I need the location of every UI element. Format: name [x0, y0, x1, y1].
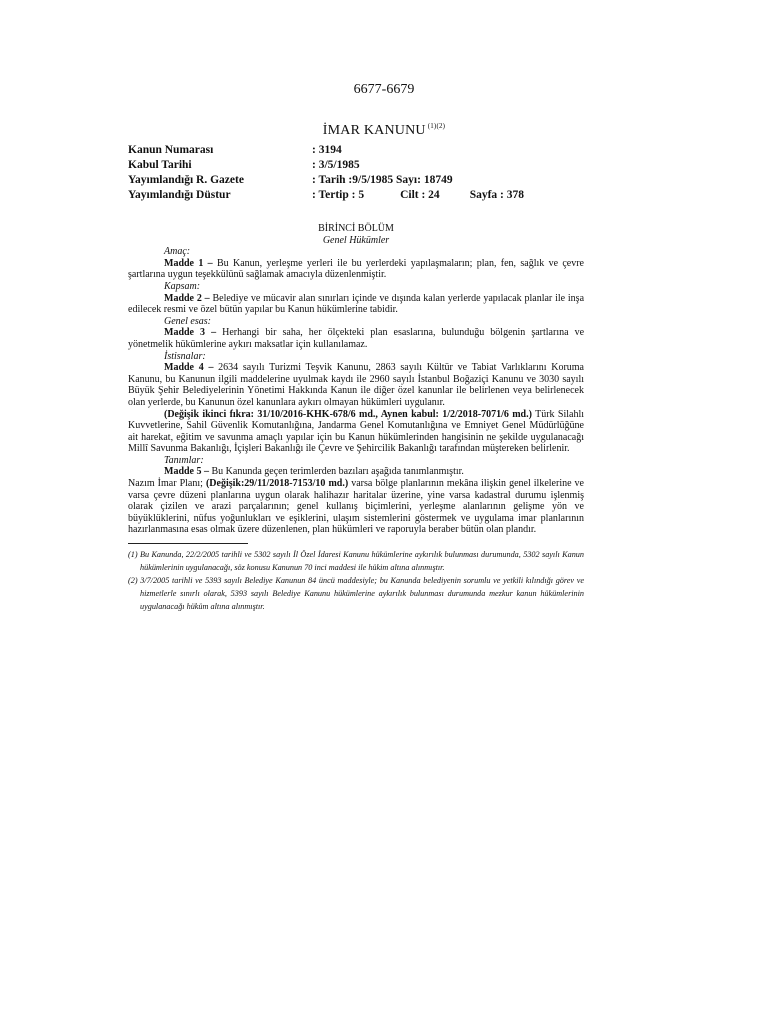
article-heading: İstisnalar: — [164, 350, 206, 362]
law-body — [128, 223, 584, 613]
section-title: BİRİNCİ BÖLÜM — [318, 223, 394, 234]
article-1 — [128, 258, 584, 281]
article-2 — [128, 293, 584, 316]
footnote-1: (1) Bu Kanunda, 22/2/2005 tarihli ve 5302 sayılı İl Özel İdaresi Kanunu hükümlerine aykırılık bulunması durumunda, 5302 sayılı Kanun hükümlerinin uygulanacağı, söz konusu Kanunun 70 inci maddesi ile hükim altına alınmıştır. — [128, 550, 584, 573]
definition-term: Nazım İmar Planı; — [128, 478, 206, 490]
article-text: 2634 sayılı Turizmi Teşvik Kanunu, 2863 sayılı Kültür ve Tabiat Varlıklarını Koruma Kanunu, bu Kanunun ilgili maddelerine uyulmak kaydı ile 2960 sayılı İstanbul Boğaziçi Kanunu ve 3030 sayılı Büyük Şehir Belediyelerinin Yönetimi Hakkında Kanun ile diğer özel kanunlar ile belirlenen veya belirlenecek olan yerlerde, bu Kanunun özel kanunlara aykırı olmayan hükümleri uygulanır. — [128, 362, 584, 408]
amendment-text: Türk Silahlı Kuvvetlerine, Sahil Güvenlik Komutanlığına, Jandarma Genel Komutanlığına ve Emniyet Genel Müdürlüğüne ait harekat, eğitim ve savunma amaçlı yapılar için bu Kanun hükümlerinden hangisinin ne şekilde uygulanacağı Millî Savunma Bakanlığı, İçişleri Bakanlığı ile Çevre ve Şehircilik Bakanlığı tarafından müştereken belirlenir. — [128, 408, 585, 455]
article-heading: Genel esas: — [164, 315, 211, 327]
footnote-divider — [128, 543, 248, 544]
amendment-label: (Değişik ikinci fıkra: 31/10/2016-KHK-678/6 md., Aynen kabul: 1/2/2018-7071/6 md.) — [164, 408, 532, 420]
article-label: Madde 4 – — [164, 362, 214, 374]
meta-row-duster — [128, 188, 588, 203]
article-text: Bu Kanun, yerleşme yerleri ile bu yerlerdeki yapılaşmaların; plan, fen, sağlık ve çevre şartlarına uygun teşekkülünü sağlamak amacıyla düzenlenmiştir. — [128, 257, 585, 281]
article-5 — [128, 466, 584, 478]
article-4-amendment — [128, 409, 584, 455]
duster-tertip: : Tertip : 5 — [312, 189, 365, 201]
definition-amendment: (Değişik:29/11/2018-7153/10 md.) — [205, 478, 349, 490]
meta-key: Yayımlandığı R. Gazete — [128, 174, 244, 186]
meta-key: Yayımlandığı Düstur — [128, 189, 231, 201]
article-label: Madde 1 – — [164, 257, 213, 269]
meta-row-gazette — [128, 173, 588, 188]
article-3 — [128, 327, 584, 350]
article-label: Madde 5 – — [164, 466, 209, 478]
article-heading: Kapsam: — [164, 280, 201, 292]
meta-key: Kabul Tarihi — [128, 159, 192, 171]
meta-row-number — [128, 143, 588, 158]
article-4 — [128, 362, 584, 408]
article-heading: Tanımlar: — [164, 454, 204, 466]
meta-value: : 3/5/1985 — [312, 159, 360, 171]
article-text: Belediye ve mücavir alan sınırları içinde ve dışında kalan yerlerde yapılacak planlar ile inşa edilecek resmi ve özel bütün yapılar bu Kanun hükümlerine tabidir. — [128, 292, 585, 316]
meta-value: : 3194 — [312, 144, 342, 156]
article-label: Madde 3 – — [164, 327, 217, 339]
law-metadata — [128, 143, 588, 203]
definition-nazim-imar-plani — [128, 478, 584, 536]
meta-value-duster — [312, 188, 524, 203]
meta-value: : Tarih :9/5/1985 Sayı: 18749 — [312, 174, 453, 186]
footnote-2: (2) 3/7/2005 tarihli ve 5393 sayılı Belediye Kanunun 84 üncü maddesiyle; bu Kanunda belediyenin sorumlu ve yetkili kılındığı görev ve hizmetlerle sınırlı olarak, 5393 sayılı Belediye Kanunu hükümlerine aykırılık bulunması durumunda mezkur kanun hükümlerinin uygulanacağı hüküm altına alınmıştır. — [128, 576, 584, 612]
duster-sayfa: Sayfa : 378 — [469, 189, 524, 201]
meta-row-date — [128, 158, 588, 173]
law-title-footnote-ref: (1)(2) — [427, 122, 446, 130]
section-subtitle: Genel Hükümler — [322, 234, 390, 246]
meta-key: Kanun Numarası — [128, 144, 214, 156]
page-number: 6677-6679 — [353, 82, 415, 97]
law-title — [0, 122, 768, 139]
law-title-text: İMAR KANUNU — [322, 123, 426, 138]
definition-text: varsa bölge planlarının mekâna ilişkin genel ilkelerine ve varsa çevre düzeni planlarına uygun olarak halihazır haritalar üzerine, yine varsa kadastral durumu işlenmiş olarak çizilen ve arazi parçalarının; genel kullanış biçimlerini, yerleşme alanlarının gelişme yön ve büyüklüklerini, nüfus yoğunlukları ve eşiklerini, ulaşım sistemlerini göstermek ve uygulama imar planlarının hazırlanmasına esas olmak üzere düzenlenen, plan hükümleri ve raporuyla beraber bütün olan plandır. — [128, 478, 584, 536]
article-label: Madde 2 – — [164, 292, 210, 304]
duster-cilt: Cilt : 24 — [400, 189, 440, 201]
article-text: Herhangi bir saha, her ölçekteki plan esaslarına, bulunduğu bölgenin şartlarına ve yönetmelik hükümlerine aykırı maksatlar için kullanılamaz. — [128, 327, 585, 350]
article-text: Bu Kanunda geçen terimlerden bazıları aşağıda tanımlanmıştır. — [209, 466, 464, 478]
article-heading: Amaç: — [164, 246, 191, 258]
